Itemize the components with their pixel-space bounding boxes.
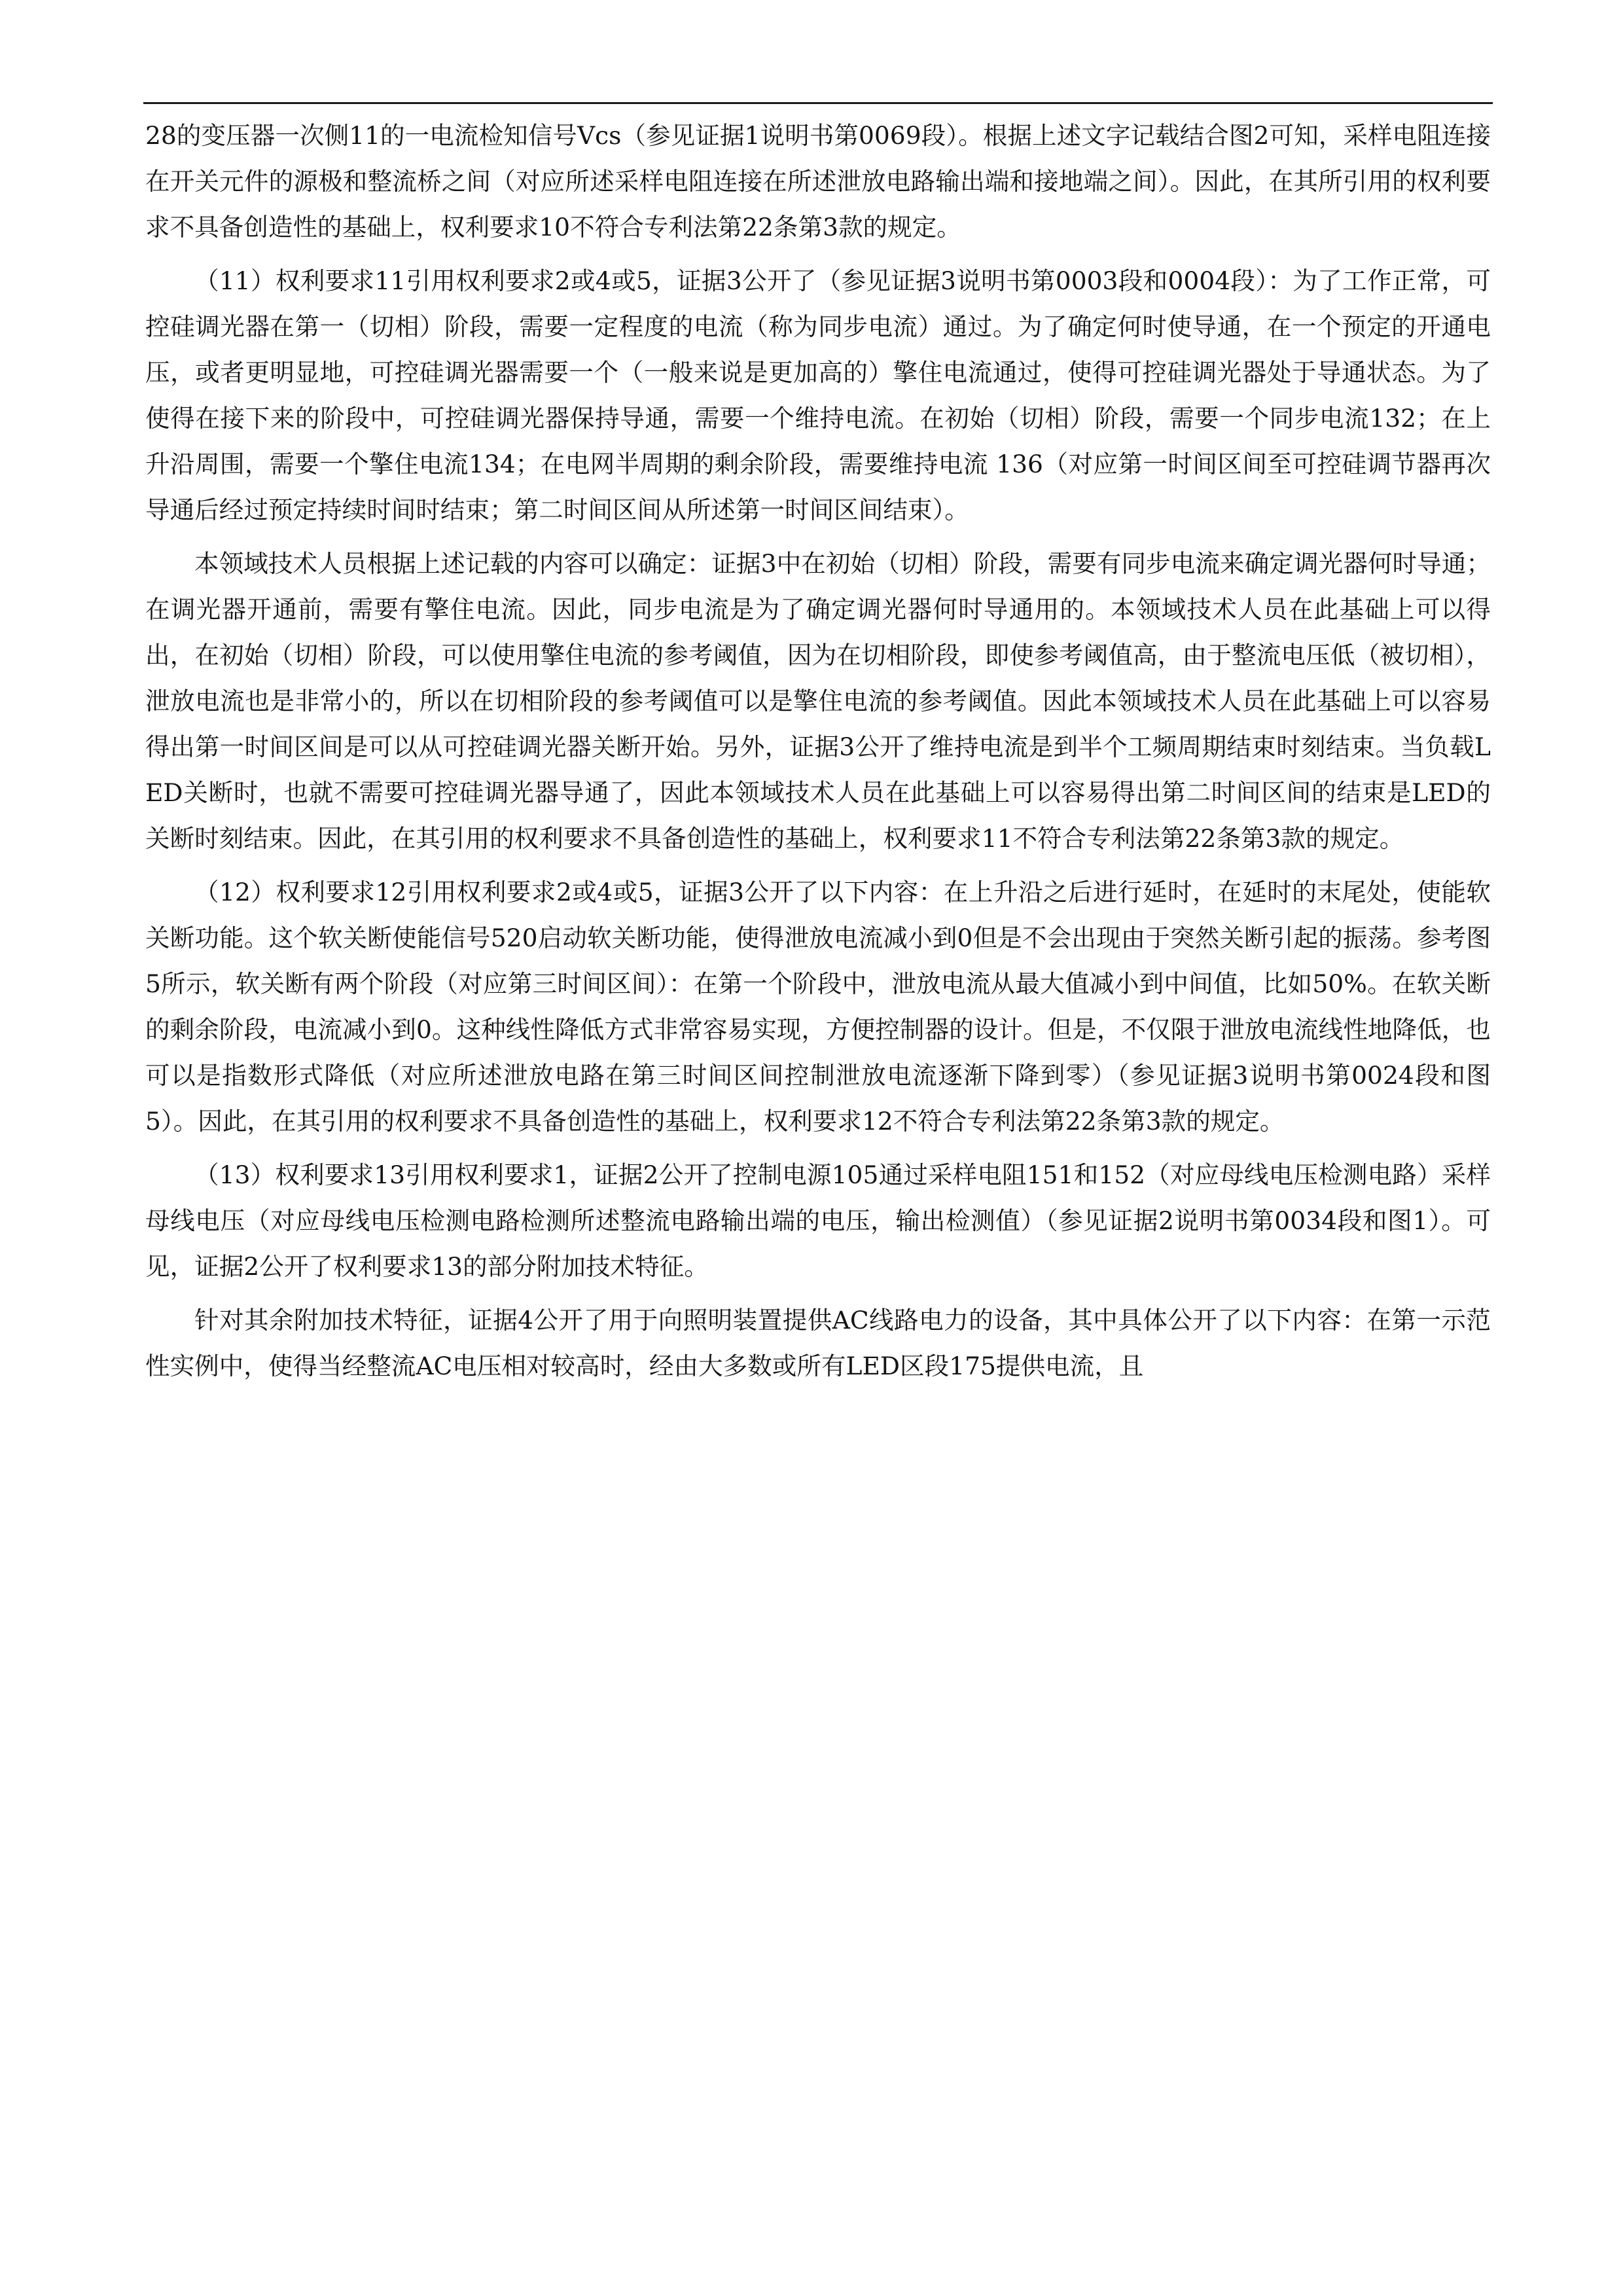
paragraph-claim-12: （12）权利要求12引用权利要求2或4或5，证据3公开了以下内容：在上升沿之后进行延时，在延时的末尾处，使能软关断功能。这个软关断使能信号520启动软关断功能，使得泄放电流减小到0但是不会出现由于突然关断引起的振荡。参考图5所示，软关断有两个阶段（对应第三时间区间）：在第一个阶段中，泄放电流从最大值减小到中间值，比如50%。在软关断的剩余阶段，电流减小到0。这种线性降低方式非常容易实现，方便控制器的设计。但是，不仅限于泄放电流线性地降低，也可以是指数形式降低（对应所述泄放电路在第三时间区间控制泄放电流逐渐下降到零）（参见证据3说明书第0024段和图5）。因此，在其引用的权利要求不具备创造性的基础上，权利要求12不符合专利法第22条第3款的规定。 <box>145 878 1491 1136</box>
document-body <box>145 113 1491 1397</box>
paragraph-evidence-4: 针对其余附加技术特征，证据4公开了用于向照明装置提供AC线路电力的设备，其中具体公开了以下内容：在第一示范性实例中，使得当经整流AC电压相对较高时，经由大多数或所有LED区段175提供电流，且 <box>145 1306 1491 1380</box>
paragraph-claim-11: （11）权利要求11引用权利要求2或4或5，证据3公开了（参见证据3说明书第0003段和0004段）：为了工作正常，可控硅调光器在第一（切相）阶段，需要一定程度的电流（称为同步电流）通过。为了确定何时使导通，在一个预定的开通电压，或者更明显地，可控硅调光器需要一个（一般来说是更加高的）擎住电流通过，使得可控硅调光器处于导通状态。为了使得在接下来的阶段中，可控硅调光器保持导通，需要一个维持电流。在初始（切相）阶段，需要一个同步电流132；在上升沿周围，需要一个擎住电流134；在电网半周期的剩余阶段，需要维持电流 136（对应第一时间区间至可控硅调节器再次导通后经过预定持续时间时结束；第二时间区间从所述第一时间区间结束）。 <box>145 266 1491 524</box>
header-rule <box>143 102 1493 104</box>
paragraph-claim-13: （13）权利要求13引用权利要求1，证据2公开了控制电源105通过采样电阻151和152（对应母线电压检测电路）采样母线电压（对应母线电压检测电路检测所述整流电路输出端的电压，输出检测值）（参见证据2说明书第0034段和图1）。可见，证据2公开了权利要求13的部分附加技术特征。 <box>145 1160 1491 1281</box>
paragraph-evidence-1-continuation: 28的变压器一次侧11的一电流检知信号Vcs（参见证据1说明书第0069段）。根据上述文字记载结合图2可知，采样电阻连接在开关元件的源极和整流桥之间（对应所述采样电阻连接在所述泄放电路输出端和接地端之间）。因此，在其所引用的权利要求不具备创造性的基础上，权利要求10不符合专利法第22条第3款的规定。 <box>145 121 1491 242</box>
paragraph-claim-11-analysis: 本领域技术人员根据上述记载的内容可以确定：证据3中在初始（切相）阶段，需要有同步电流来确定调光器何时导通；在调光器开通前，需要有擎住电流。因此，同步电流是为了确定调光器何时导通用的。本领域技术人员在此基础上可以得出，在初始（切相）阶段，可以使用擎住电流的参考阈值，因为在切相阶段，即使参考阈值高，由于整流电压低（被切相），泄放电流也是非常小的，所以在切相阶段的参考阈值可以是擎住电流的参考阈值。因此本领域技术人员在此基础上可以容易得出第一时间区间是可以从可控硅调光器关断开始。另外，证据3公开了维持电流是到半个工频周期结束时刻结束。当负载LED关断时，也就不需要可控硅调光器导通了，因此本领域技术人员在此基础上可以容易得出第二时间区间的结束是LED的关断时刻结束。因此，在其引用的权利要求不具备创造性的基础上，权利要求11不符合专利法第22条第3款的规定。 <box>145 549 1491 853</box>
